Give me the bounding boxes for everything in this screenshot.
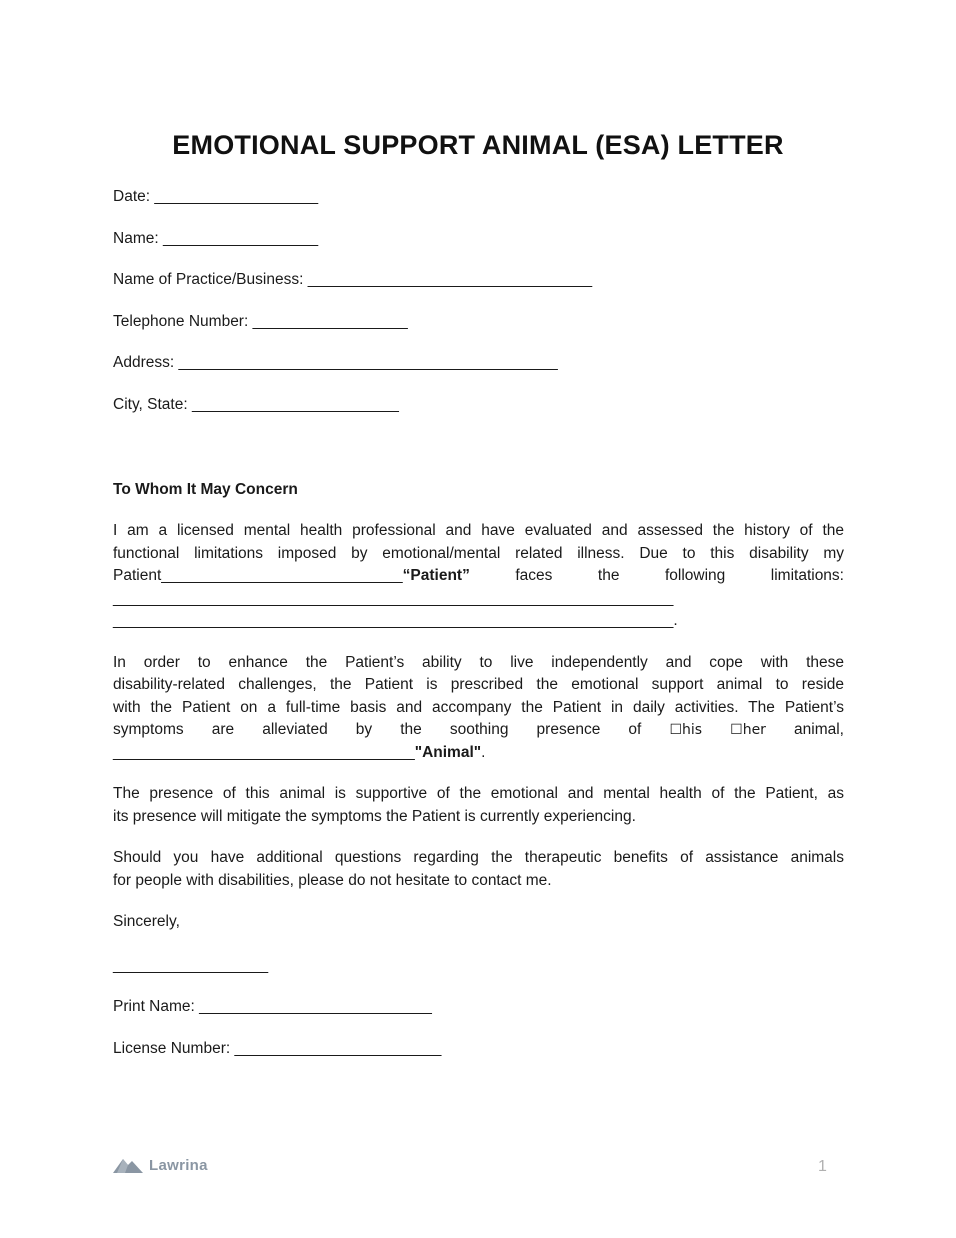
paragraph-line: with the Patient on a full-time basis and accompany the Patient in daily activities. The Patient’s (113, 698, 844, 716)
page-number: 1 (818, 1158, 827, 1175)
paragraph-text: animal, (765, 721, 844, 738)
paragraph-line: Should you have additional questions regarding the therapeutic benefits of assistance animals (113, 849, 844, 866)
footer-logo (113, 1153, 208, 1177)
paragraph-line: its presence will mitigate the symptoms the Patient is currently experiencing. (113, 807, 636, 825)
paragraph-prescription (113, 652, 844, 765)
brand-name: Lawrina (149, 1156, 208, 1174)
practice-field: Name of Practice/Business: _________________________________ (113, 271, 593, 288)
paragraph-line (113, 742, 844, 765)
animal-label: "Animal" (414, 743, 482, 761)
paragraph-text: symptoms are alleviated by the soothing presence of (113, 721, 670, 738)
his-checkbox[interactable]: ☐his (669, 722, 703, 738)
signature-line: __________________ (113, 957, 269, 974)
paragraph-line: disability-related challenges, the Patient is prescribed the emotional support animal to reside (113, 676, 844, 693)
paragraph-limitations (113, 520, 844, 633)
paragraph-line: The presence of this animal is supportive of the emotional and mental health of the Patient, as (113, 785, 844, 802)
patient-label: “Patient” (402, 567, 470, 584)
date-field: Date: ___________________ (113, 188, 319, 205)
spacer (113, 435, 844, 479)
paragraph-text: faces the following limitations: (469, 567, 844, 584)
paragraph-text: . (481, 743, 486, 761)
paragraph-line: for people with disabilities, please do not hesitate to contact me. (113, 871, 552, 889)
paragraph-line (113, 719, 844, 742)
limitations-blank-line: _________________________________________________________________ (113, 589, 674, 607)
paragraph-line: I am a licensed mental health professional and have evaluated and assessed the history of the (113, 522, 844, 539)
animal-blank: ___________________________________ (113, 743, 415, 761)
limitations-blank-line: _________________________________________________________________. (113, 612, 678, 629)
city-state-field: City, State: ________________________ (113, 395, 399, 413)
name-field: Name: __________________ (113, 229, 319, 247)
address-field: Address: ____________________________________________ (113, 354, 558, 371)
paragraph-contact (113, 847, 844, 892)
mountain-logo-icon (113, 1156, 143, 1174)
her-checkbox[interactable]: ☐her (730, 722, 766, 738)
greeting: To Whom It May Concern (113, 481, 298, 498)
document-body (113, 186, 844, 1079)
print-name-field: Print Name: ___________________________ (113, 998, 432, 1015)
paragraph-line: functional limitations imposed by emotional/mental related illness. Due to this disability my (113, 544, 844, 562)
paragraph-line (113, 565, 844, 588)
closing: Sincerely, (113, 913, 180, 930)
paragraph-line: In order to enhance the Patient’s ability to live independently and cope with these (113, 653, 844, 671)
license-number-field: License Number: ________________________ (113, 1039, 442, 1057)
document-title: EMOTIONAL SUPPORT ANIMAL (ESA) LETTER (172, 130, 784, 160)
patient-blank: Patient____________________________ (113, 567, 403, 584)
telephone-field: Telephone Number: __________________ (113, 312, 408, 330)
paragraph-supportive (113, 783, 844, 828)
